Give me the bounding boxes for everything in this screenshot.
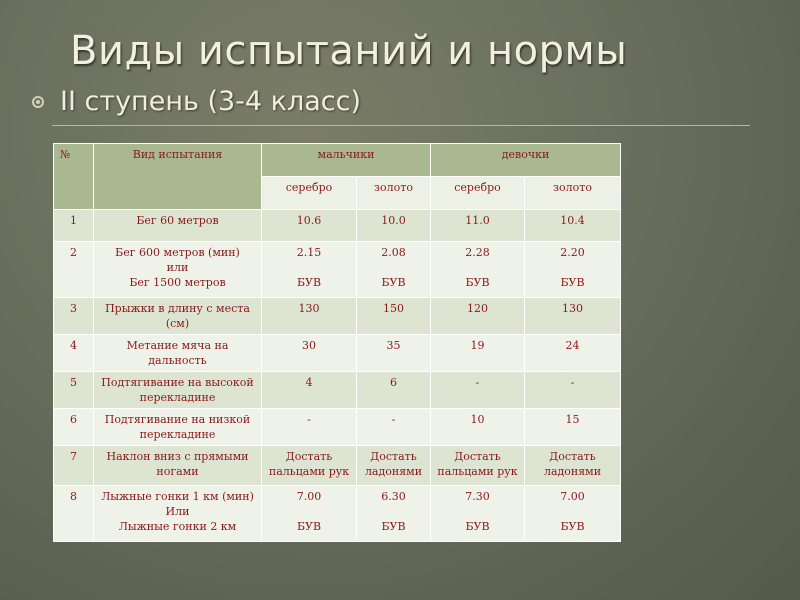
boys-silver: 10.6 [262, 210, 357, 242]
girls-gold: 10.4 [525, 210, 621, 242]
table-row [54, 372, 621, 409]
boys-gold: 150 [357, 298, 431, 335]
row-test: Лыжные гонки 1 км (мин) Или Лыжные гонки 2 км [94, 486, 262, 542]
girls-silver: 11.0 [431, 210, 525, 242]
slide-subtitle: II ступень (3-4 класс) [60, 86, 362, 117]
boys-silver: 2.15 БУВ [262, 242, 357, 298]
row-num: 3 [54, 298, 94, 335]
table-row [54, 242, 621, 298]
subtitle-row [32, 86, 361, 117]
slide-title: Виды испытаний и нормы [70, 28, 628, 74]
row-num: 7 [54, 446, 94, 486]
boys-gold: 10.0 [357, 210, 431, 242]
girls-gold: - [525, 372, 621, 409]
girls-silver: 7.30 БУВ [431, 486, 525, 542]
row-test: Прыжки в длину с места (см) [94, 298, 262, 335]
boys-gold: - [357, 409, 431, 446]
table-row [54, 210, 621, 242]
boys-silver: 4 [262, 372, 357, 409]
header-girls: девочки [431, 144, 621, 177]
girls-silver: 19 [431, 335, 525, 372]
boys-silver: 30 [262, 335, 357, 372]
header-boys-gold: золото [357, 177, 431, 210]
girls-gold: 24 [525, 335, 621, 372]
boys-gold: 35 [357, 335, 431, 372]
row-num: 5 [54, 372, 94, 409]
boys-silver: 130 [262, 298, 357, 335]
table-header-row [54, 144, 621, 177]
header-boys: мальчики [262, 144, 431, 177]
girls-silver: - [431, 372, 525, 409]
header-test: Вид испытания [94, 144, 262, 210]
boys-gold: 6 [357, 372, 431, 409]
boys-gold: Достать ладонями [357, 446, 431, 486]
circle-bullet-icon [32, 96, 44, 108]
row-num: 1 [54, 210, 94, 242]
header-girls-silver: серебро [431, 177, 525, 210]
norms-table [53, 143, 621, 542]
girls-gold: 130 [525, 298, 621, 335]
title-divider [52, 125, 750, 126]
row-num: 4 [54, 335, 94, 372]
header-num: № [54, 144, 94, 210]
girls-gold: 2.20 БУВ [525, 242, 621, 298]
boys-silver: 7.00 БУВ [262, 486, 357, 542]
row-num: 6 [54, 409, 94, 446]
table-row [54, 486, 621, 542]
boys-silver: - [262, 409, 357, 446]
girls-silver: 10 [431, 409, 525, 446]
row-num: 8 [54, 486, 94, 542]
girls-silver: 2.28 БУВ [431, 242, 525, 298]
row-test: Подтягивание на низкой перекладине [94, 409, 262, 446]
table-row [54, 409, 621, 446]
table-row [54, 298, 621, 335]
header-boys-silver: серебро [262, 177, 357, 210]
boys-gold: 2.08 БУВ [357, 242, 431, 298]
row-test: Бег 600 метров (мин) или Бег 1500 метров [94, 242, 262, 298]
table-row [54, 335, 621, 372]
row-test: Бег 60 метров [94, 210, 262, 242]
girls-gold: 15 [525, 409, 621, 446]
row-test: Наклон вниз с прямыми ногами [94, 446, 262, 486]
row-test: Метание мяча на дальность [94, 335, 262, 372]
header-girls-gold: золото [525, 177, 621, 210]
girls-gold: Достать ладонями [525, 446, 621, 486]
table-row [54, 446, 621, 486]
row-test: Подтягивание на высокой перекладине [94, 372, 262, 409]
row-num: 2 [54, 242, 94, 298]
girls-gold: 7.00 БУВ [525, 486, 621, 542]
boys-gold: 6.30 БУВ [357, 486, 431, 542]
boys-silver: Достать пальцами рук [262, 446, 357, 486]
girls-silver: 120 [431, 298, 525, 335]
girls-silver: Достать пальцами рук [431, 446, 525, 486]
